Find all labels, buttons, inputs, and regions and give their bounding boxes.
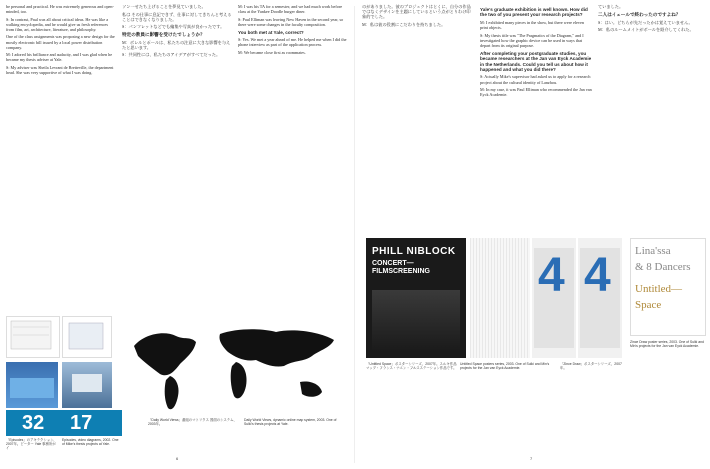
paragraph: S: Yes. We met a year ahead of me. He helped me when I did the phone interview as part of the application process. <box>238 37 347 48</box>
caption-jp: 「Zince Draw」ポスターシリーズ、2007年。 <box>560 362 622 371</box>
figure-number-panel <box>6 410 122 436</box>
left-col-1 <box>6 4 116 304</box>
poster-stripe-figure <box>470 238 530 358</box>
slide-text: Space <box>635 299 662 311</box>
world-map-figure <box>124 316 346 416</box>
paragraph: 私は その仕事に息記できず、仕事に対してきちんと考えることはできなくなりました。 <box>122 11 232 22</box>
paragraph: S: My thesis title was "The Pragmatics of the Diagram," and I investigated how the graphic device can be used in ways that depart from its original purpose. <box>480 32 584 48</box>
section-heading: Yale's graduate exhibition is well known. How did the two of you present your research projects? <box>480 7 588 18</box>
paragraph: ていました。 <box>598 4 624 9</box>
paragraph: M：私のルームメイトがボールを紹介してくれた。 <box>598 27 694 33</box>
figure-diagram-2 <box>62 316 112 358</box>
paragraph: S: Paul Elliman was leaving New Haven in the second year, so there were some changes in the faculty composition. <box>238 16 344 27</box>
figure-number: 4 <box>584 249 611 302</box>
caption-en: Episodes, video diagrams, 2002. One of Mike's thesis projects at Yale. <box>62 438 119 447</box>
poster-figure <box>366 238 466 358</box>
section-heading: 二人はイェールで終わったのですよね？ <box>598 12 681 18</box>
paragraph: One of the class assignments was proposing a new design for the mostly electronic bill issued by a local power distribution company. <box>6 34 115 50</box>
page-number: 7 <box>530 456 533 461</box>
caption-en: Daily World Views, dynamic online map system, 2003. One of Sulki's thesis projects at Yale. <box>244 418 337 427</box>
figure-photo-landscape <box>62 362 112 408</box>
paragraph: M: I adored his brilliance and audacity, and I was glad when he became my thesis adviser at Yale. <box>6 52 113 63</box>
paragraph: のがありました。彼のプロジェクトはとくに、自分の作品ではなくデザインを主題にしているという点がとりわけ印象的でした。 <box>362 4 471 20</box>
section-heading: You both met at Yale, correct? <box>238 29 304 35</box>
paragraph: S: My adviser was Sheila Levrant de Bretteville, the department head. She was very supportive of what I was doing. <box>6 64 114 76</box>
slide-figure <box>630 238 706 336</box>
caption-jp: 「Daily World Views」番組のマトリクス 図面のシステム、2003年。 <box>148 418 237 427</box>
page-number: 6 <box>176 456 179 461</box>
poster-title: PHILL NIBLOCK <box>372 246 456 257</box>
slide-text: Untitled— <box>635 283 683 295</box>
paragraph: S：はい。どちらが先だったかは覚えていません。 <box>598 19 693 25</box>
right-col-1 <box>362 4 474 234</box>
paragraph: M：ボレルとポールは、私たちの注意に大きな影響を与えたと思います。 <box>122 39 231 50</box>
paragraph: M: I was his TA for a semester, and we had much work before class at the Yankee Doodle burger diner. <box>238 4 343 15</box>
caption-en: Untitled Space posters series, 2003. One of Sulki and Min's projects for the Jan van Eyck Academie. <box>460 362 550 371</box>
right-col-2 <box>480 4 592 234</box>
paragraph: be personal and practical. He was extremely generous and open-minded, too. <box>6 4 114 15</box>
caption-en: Zince Draw poster series, 2003. One of Sulki and Min's projects for the Jan van Eyck Academie. <box>630 340 704 349</box>
paragraph: S：共同性には、私たちのアイデアがすべてだった。 <box>122 52 221 58</box>
page-gutter <box>354 6 355 463</box>
poster-subtitle: CONCERT—FILMSCREENING <box>372 260 430 275</box>
caption-jp: 「Episodes」のアキテクション、2007年。ピーター Yale 事務所がイ <box>6 438 57 451</box>
paragraph: M: I exhibited many pieces in the show, but there were eleven print objects. <box>480 19 584 30</box>
paragraph: S: Actually Mike's supervisor had asked us to apply for a research project about the cultural identity of Lanzhou. <box>480 74 591 85</box>
paragraph: S: In contrast, Paul was all about critical ideas. He was like a walking encyclopedia, and he would give us fresh references from film, art, architecture, literature, and philosophy. <box>6 16 109 32</box>
paragraph: M: In my case, it was Paul Elliman who recommended the Jan van Eyck Academie. <box>480 87 592 98</box>
paragraph: M: We became close first as roommates. <box>238 49 306 55</box>
figure-diagram-1 <box>6 316 60 358</box>
section-heading: 特定の教員に影響を受けたでしょうか？ <box>122 32 205 38</box>
paragraph: S：パンフレットなどでも編集や写真が良かったです。 <box>122 24 225 30</box>
left-col-3 <box>238 4 348 304</box>
section-heading: After completing your postgraduate studies, you became researchers at the Jan van Eyck Academie in the Netherlands. Could you tell us about how it happened and what you did there? <box>480 50 592 72</box>
slide-text: & 8 Dancers <box>635 261 691 273</box>
figure-four-panel <box>578 238 622 358</box>
figure-photo-blue <box>6 362 58 408</box>
slide-text: Lina'ssa <box>635 245 671 257</box>
figure-number: 17 <box>70 412 93 434</box>
figure-number: 4 <box>538 249 565 302</box>
paragraph: M：私は彼の役割にこだわりを持ちました。 <box>362 21 446 27</box>
paragraph: ソン一せたち上げることを夢見ていました。 <box>122 4 206 9</box>
caption-jp: 「Untitled Space」ポスターシリーズ、2007年。スルキ作品マップ・フランス・ナエン・フルスステーション作品です。 <box>366 362 457 371</box>
right-col-3 <box>598 4 704 234</box>
figure-four-panel <box>532 238 576 358</box>
left-col-2 <box>122 4 232 304</box>
figure-number: 32 <box>22 412 45 434</box>
world-map-icon <box>124 316 346 416</box>
